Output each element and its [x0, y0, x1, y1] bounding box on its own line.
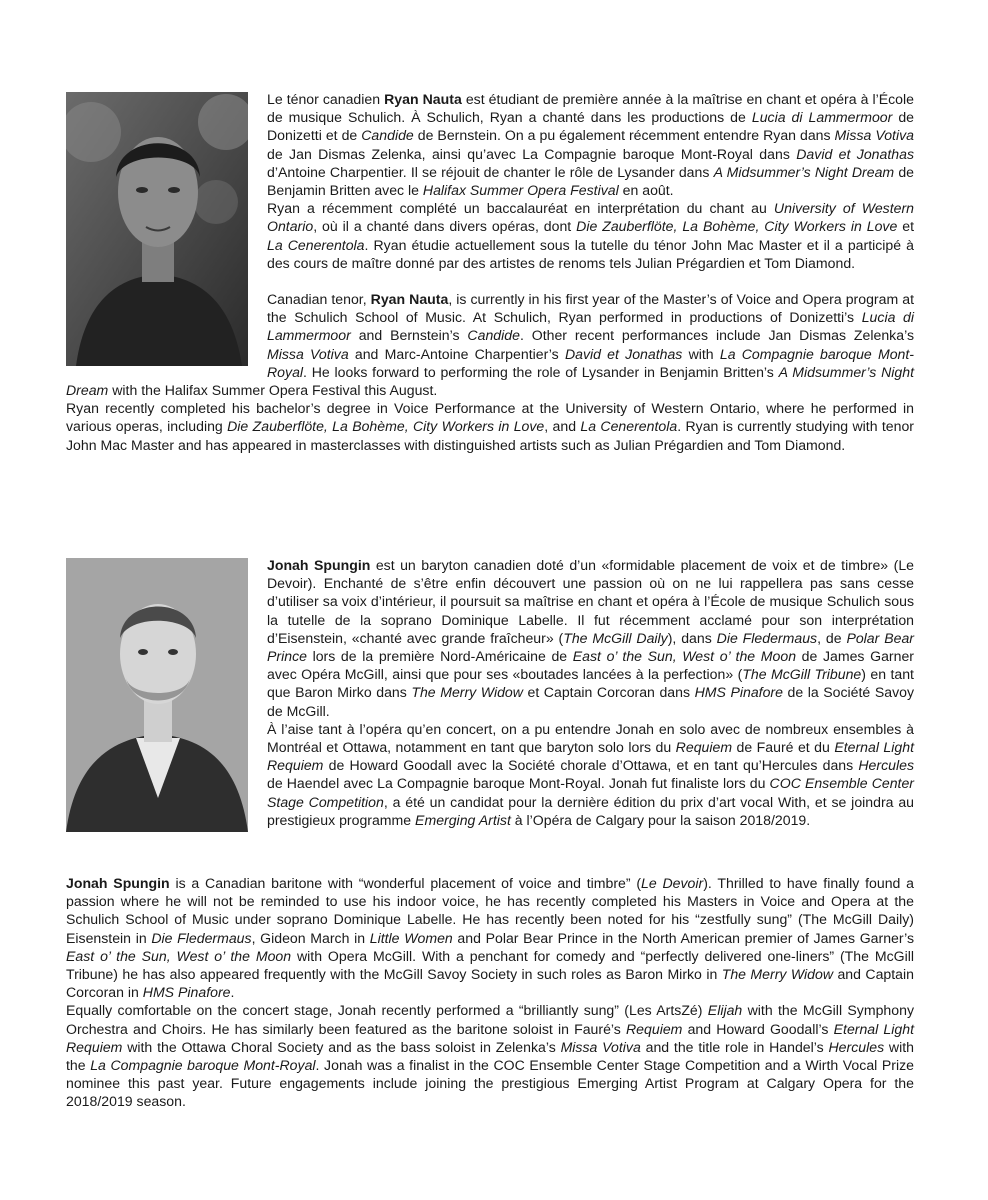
bio-ryan-nauta [66, 90, 914, 454]
name-jonah-spungin-en: Jonah Spungin [66, 875, 170, 891]
name-ryan-nauta: Ryan Nauta [384, 91, 462, 107]
photo-jonah-spungin [66, 558, 248, 832]
bio-ryan-en-paragraph-1: Canadian tenor, Ryan Nauta, is currently in his first year of the Master’s of Voice and Opera program at the Schulich School of Music. At Schulich, Ryan performed in productions of Donizetti’s Lucia di Lammermoor and Bernstein’s Candide. Other recent performances include Jan Dismas Zelenka’s Missa Votiva and Marc-Antoine Charpentier’s David et Jonathas with La Compagnie baroque Mont-Royal. He looks forward to performing the role of Lysander in Benjamin Britten’s A Midsummer’s Night Dream with the Halifax Summer Opera Festival this August. [66, 291, 915, 399]
bio-jonah-fr-paragraph-1: Jonah Spungin est un baryton canadien doté d’un «formidable placement de voix et de timbre» (Le Devoir). Enchanté de s’être enfin découvert une passion où on ne lui rappellera pas sans cesse d’utiliser sa voix d’intérieur, il poursuit sa maîtrise en chant et opéra à l’École de musique Schulich sous la tutelle de la soprano Dominique Labelle. Il fut récemment acclamé pour son interprétation d’Eisenstein, «chanté avec grande fraîcheur» (The McGill Daily), dans Die Fledermaus, de Polar Bear Prince lors de la première Nord-Américaine de East o’ the Sun, West o’ the Moon de James Garner avec Opéra McGill, ainsi que pour ses «boutades lancées à la perfection» (The McGill Tribune) en tant que Baron Mirko dans The Merry Widow et Captain Corcoran dans HMS Pinafore de la Société Savoy de McGill. [267, 557, 914, 719]
bio-jonah-spungin [66, 556, 914, 836]
bio-jonah-spungin-en [66, 874, 914, 1111]
name-ryan-nauta-en: Ryan Nauta [370, 291, 449, 308]
bio-ryan-en-paragraph-2: Ryan recently completed his bachelor’s degree in Voice Performance at the University of Western Ontario, where he performed in various operas, including Die Zauberflöte, La Bohème, City Workers in Love, and La Cenerentola. Ryan is currently studying with tenor John Mac Master and has appeared in masterclasses with distinguished artists such as Julian Prégardien and Tom Diamond. [66, 400, 914, 453]
bio-ryan-fr-paragraph-2: Ryan a récemment complété un baccalauréat en interprétation du chant au University of Western Ontario, où il a chanté dans divers opéras, dont Die Zauberflöte, La Bohème, City Workers in Love et La Cenerentola. Ryan étudie actuellement sous la tutelle du ténor John Mac Master et il a participé à des cours de maître donné par des artistes de renoms tels Julian Prégardien et Tom Diamond. [267, 200, 915, 271]
bio-jonah-fr-paragraph-2: À l’aise tant à l’opéra qu’en concert, on a pu entendre Jonah en solo avec de nombreux ensembles à Montréal et Ottawa, notamment en tant que baryton solo lors du Requiem de Fauré et du Eternal Light Requiem de Howard Goodall avec la Société chorale d’Ottawa, et en tant qu’Hercules dans Hercules de Haendel avec La Compagnie baroque Mont-Royal. Jonah fut finaliste lors du COC Ensemble Center Stage Competition, a été un candidat pour la dernière édition du prix d’art vocal With, et se joindra au prestigieux programme Emerging Artist à l’Opéra de Calgary pour la saison 2018/2019. [267, 720, 914, 828]
photo-ryan-nauta [66, 92, 248, 366]
bio-jonah-en-paragraph-2: Equally comfortable on the concert stage, Jonah recently performed a “brilliantly sung” (Les ArtsZé) Elijah with the McGill Symphony Orchestra and Choirs. He has similarly been featured as the baritone soloist in Fauré’s Requiem and Howard Goodall’s Eternal Light Requiem with the Ottawa Choral Society and as the bass soloist in Zelenka’s Missa Votiva and the title role in Handel’s Hercules with the La Compagnie baroque Mont-Royal. Jonah was a finalist in the COC Ensemble Center Stage Competition and a Wirth Vocal Prize nominee this past year. Future engagements include joining the prestigious Emerging Artist Program at Calgary Opera for the 2018/2019 season. [66, 1002, 914, 1110]
bio-ryan-fr-paragraph-1: Le ténor canadien Ryan Nauta est étudiant de première année à la maîtrise en chant et opéra à l’École de musique Schulich. À Schulich, Ryan a chanté dans les productions de Lucia di Lammermoor de Donizetti et de Candide de Bernstein. On a pu également récemment entendre Ryan dans Missa Votiva de Jan Dismas Zelenka, ainsi qu’avec La Compagnie baroque Mont-Royal dans David et Jonathas d’Antoine Charpentier. Il se réjouit de chanter le rôle de Lysander dans A Midsummer’s Night Dream de Benjamin Britten avec le Halifax Summer Opera Festival en août. [267, 91, 915, 199]
bio-jonah-en-paragraph-1: Jonah Spungin is a Canadian baritone with “wonderful placement of voice and timbre” (Le Devoir). Thrilled to have finally found a passion where he will not be reminded to use his indoor voice, he has recently completed his Masters in Voice and Opera at the Schulich School of Music under soprano Dominique Labelle. He has recently been noted for his “zestfully sung” (The McGill Daily) Eisenstein in Die Fledermaus, Gideon March in Little Women and Polar Bear Prince in the North American premier of James Garner’s East o’ the Sun, West o’ the Moon with Opera McGill. With a penchant for comedy and “perfectly delivered one-liners” (The McGill Tribune) he has also appeared frequently with the McGill Savoy Society in such roles as Baron Mirko in The Merry Widow and Captain Corcoran in HMS Pinafore. [66, 875, 915, 1001]
name-jonah-spungin: Jonah Spungin [267, 557, 371, 573]
